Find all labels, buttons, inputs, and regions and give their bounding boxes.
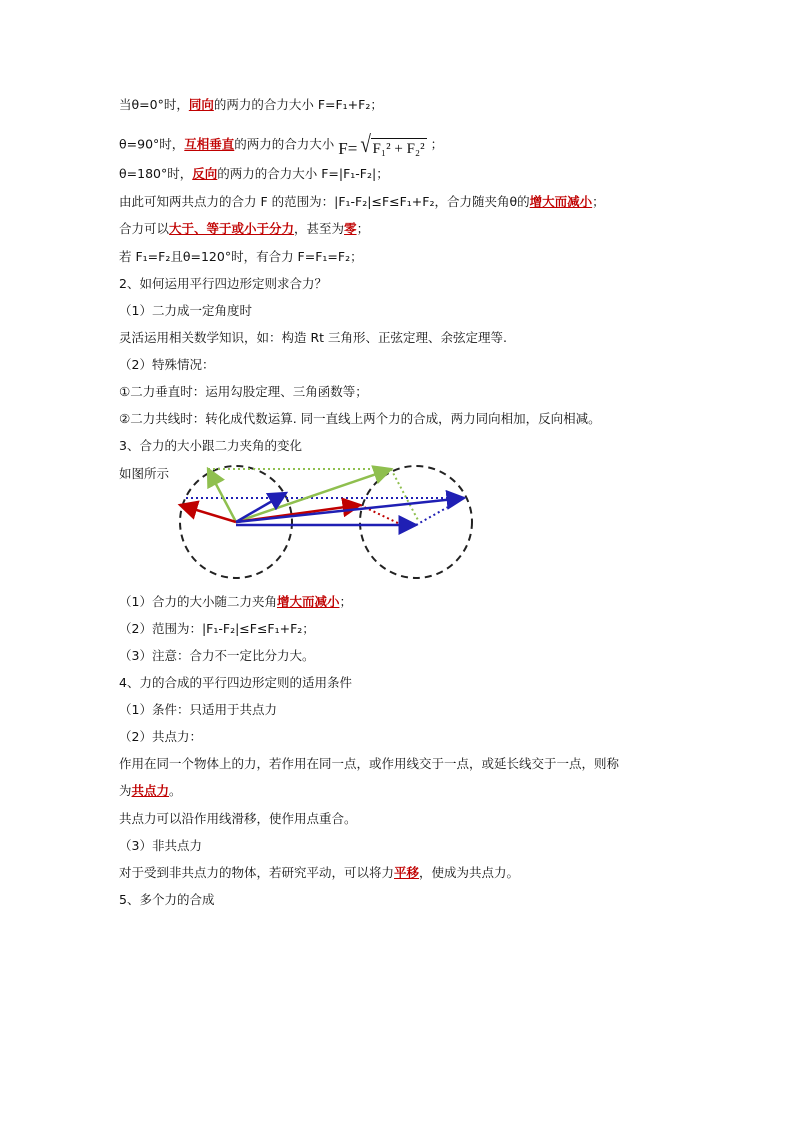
highlight-translate: 平移 <box>394 865 420 880</box>
line-concurrent-term: 为共点力。 <box>119 783 182 798</box>
line-collinear-case: ②二力共线时：转化成代数运算. 同一直线上两个力的合成，两力同向相加，反向相减。 <box>119 411 601 426</box>
subheading-special-cases: （2）特殊情况： <box>119 357 215 372</box>
line-range: （2）范围为：|F₁-F₂|≤F≤F₁+F₂； <box>119 621 315 636</box>
highlight-perpendicular: 互相垂直 <box>184 136 235 152</box>
highlight-resultant-decrease: 增大而减小 <box>276 594 340 609</box>
line-note: （3）注意：合力不一定比分力大。 <box>119 648 315 663</box>
sqrt-formula: F= √ F₁² + F₂² <box>338 132 425 158</box>
line-translate: 对于受到非共点力的物体，若研究平动，可以将力平移，使成为共点力。 <box>119 865 520 880</box>
line-resultant-decrease: （1）合力的大小随二力夹角增大而减小； <box>119 594 352 609</box>
line-concurrent-definition: 作用在同一个物体上的力，若作用在同一点，或作用线交于一点，或延长线交于一点，则称 <box>119 756 620 771</box>
highlight-concurrent: 共点力 <box>131 783 170 798</box>
line-same-direction: 当θ=0°时，同向的两力的合力大小 F=F₁+F₂； <box>119 97 383 112</box>
green-dotted-right <box>391 469 419 522</box>
subheading-concurrent: （2）共点力： <box>119 729 202 744</box>
radical-sign: √ <box>360 132 372 158</box>
right-circle <box>360 466 472 578</box>
highlight-zero: 零 <box>344 221 357 236</box>
line-perpendicular: θ=90°时，互相垂直的两力的合力大小 F= √ F₁² + F₂² ； <box>119 132 444 158</box>
line-120-degrees: 若 F₁=F₂且θ=120°时，有合力 F=F₁=F₂； <box>119 249 363 264</box>
line-slide-along: 共点力可以沿作用线滑移，使作用点重合。 <box>119 811 357 826</box>
highlight-decrease: 增大而减小 <box>529 194 593 209</box>
line-greater-equal-less: 合力可以大于、等于或小于分力，甚至为零； <box>119 221 370 236</box>
highlight-opposite: 反向 <box>192 166 218 181</box>
line-math-knowledge: 灵活运用相关数学知识，如：构造 Rt 三角形、正弦定理、余弦定理等. <box>119 330 508 345</box>
subheading-angle: （1）二力成一定角度时 <box>119 303 252 318</box>
subheading-nonconcurrent: （3）非共点力 <box>119 838 202 853</box>
heading-conditions: 4、力的合成的平行四边形定则的适用条件 <box>119 675 352 690</box>
heading-parallelogram-rule: 2、如何运用平行四边形定则求合力？ <box>119 276 327 291</box>
line-range-conclusion: 由此可知两共点力的合力 F 的范围为：|F₁-F₂|≤F≤F₁+F₂，合力随夹角θ的增大而减小； <box>119 194 605 209</box>
highlight-greater-equal-less: 大于、等于或小于分力 <box>169 221 295 236</box>
line-as-shown: 如图所示 <box>119 466 170 481</box>
heading-angle-variation: 3、合力的大小跟二力夹角的变化 <box>119 438 302 453</box>
subheading-condition: （1）条件：只适用于共点力 <box>119 702 277 717</box>
line-perpendicular-case: ①二力垂直时：运用勾股定理、三角函数等； <box>119 384 368 399</box>
highlight-same-direction: 同向 <box>188 97 214 112</box>
force-composition-figure <box>176 465 476 587</box>
line-opposite: θ=180°时，反向的两力的合力大小 F=|F₁-F₂|； <box>119 166 389 181</box>
heading-multiple-forces: 5、多个力的合成 <box>119 892 215 907</box>
